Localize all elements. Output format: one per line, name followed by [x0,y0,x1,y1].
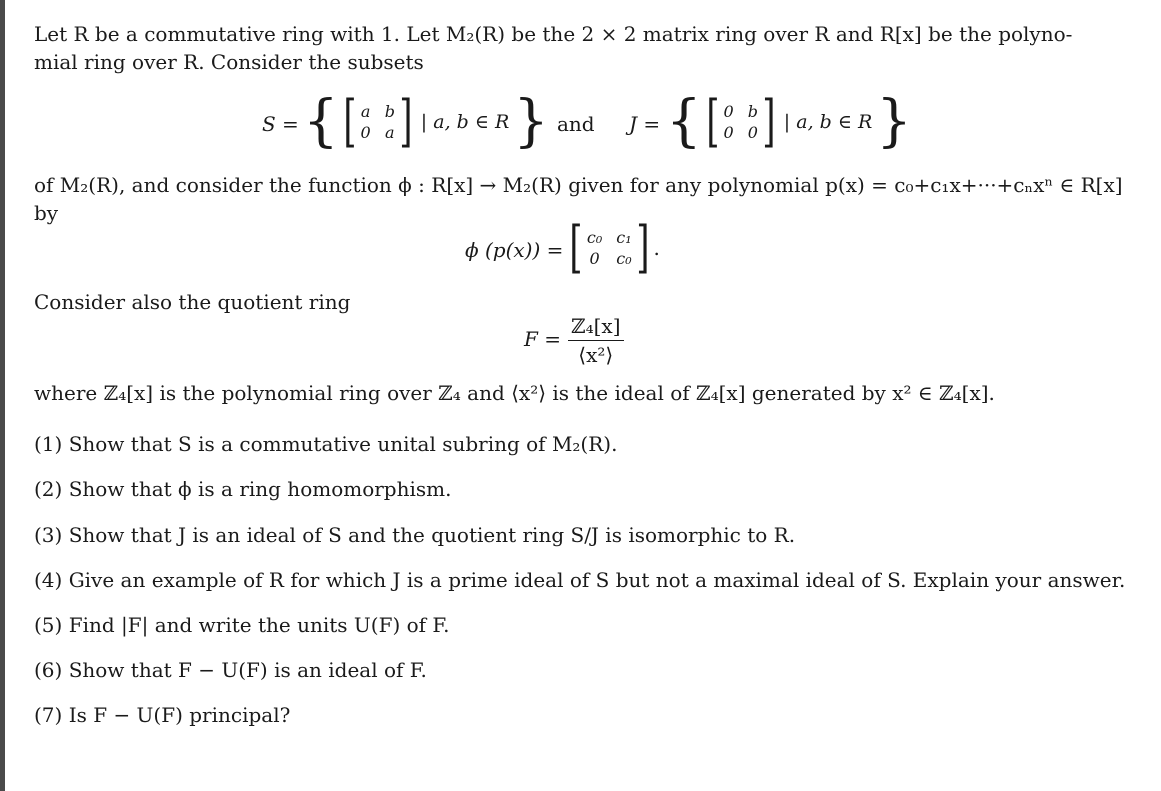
matrix-cell: a [385,123,395,142]
left-brace: { [303,89,339,154]
right-bracket: ] [635,215,650,280]
phi-lhs: ϕ (p(x)) = [465,238,564,262]
matrix-cell: c₀ [616,249,632,268]
matrix-cell: 0 [723,102,734,121]
matrix-cell: a [360,102,371,121]
quotient-fraction [568,314,624,367]
set-j-condition: | a, b ∈ R [783,111,873,133]
set-j-definition [666,89,912,154]
matrix-cell: 0 [589,249,600,268]
right-brace: } [876,89,912,154]
question-7: (7) Is F − U(F) principal? [34,703,291,727]
question-1: (1) Show that S is a commutative unital subring of M₂(R). [34,432,618,456]
intro-line-1: Let R be a commutative ring with 1. Let M₂(R) be the 2 × 2 matrix ring over R and R[x] be the polyno- [34,22,1073,46]
quotient-intro: Consider also the quotient ring [34,290,351,314]
phi-definition [565,215,660,280]
function-line-2: by [34,201,59,225]
left-brace: { [666,89,702,154]
question-2: (2) Show that ϕ is a ring homomorphism. [34,477,452,501]
left-bracket: [ [343,89,357,154]
period: . [653,236,660,260]
right-brace: } [513,89,549,154]
set-j-label: J = [629,112,661,136]
set-s-definition [303,89,549,154]
matrix-cell: c₀ [586,228,603,247]
matrix-cell: 0 [360,123,371,142]
intro-line-2: mial ring over R. Consider the subsets [34,50,424,74]
set-s-label: S = [262,112,299,136]
question-3: (3) Show that J is an ideal of S and the quotient ring S/J is isomorphic to R. [34,523,796,547]
question-4: (4) Give an example of R for which J is a prime ideal of S but not a maximal ideal of S. Explain your answer. [34,568,1126,592]
question-6: (6) Show that F − U(F) is an ideal of F. [34,658,427,682]
quotient-where: where ℤ₄[x] is the polynomial ring over ℤ₄ and ⟨x²⟩ is the ideal of ℤ₄[x] generated by x² ∈ ℤ₄[x]. [34,381,995,405]
fraction-numerator: ℤ₄[x] [568,314,624,341]
right-bracket: ] [399,89,413,154]
matrix-cell: 0 [723,123,734,142]
set-s-condition: | a, b ∈ R [420,111,510,133]
matrix-phi [587,228,632,268]
left-bracket: [ [706,89,720,154]
question-5: (5) Find |F| and write the units U(F) of F. [34,613,450,637]
matrix-j [724,102,758,142]
and-text: and [557,112,595,136]
matrix-cell: c₁ [616,228,632,247]
matrix-cell: b [384,102,395,121]
matrix-cell: 0 [747,123,758,142]
fraction-denominator: ⟨x²⟩ [578,343,614,367]
function-line-1: of M₂(R), and consider the function ϕ : R[x] → M₂(R) given for any polynomial p(x) = c₀+c₁x+···+cₙxⁿ ∈ R[x] [34,173,1123,197]
matrix-cell: b [747,102,758,121]
left-bracket: [ [569,215,583,280]
right-bracket: ] [762,89,776,154]
left-border [0,0,5,791]
matrix-s [361,102,395,142]
quotient-f-label: F = [524,327,561,351]
